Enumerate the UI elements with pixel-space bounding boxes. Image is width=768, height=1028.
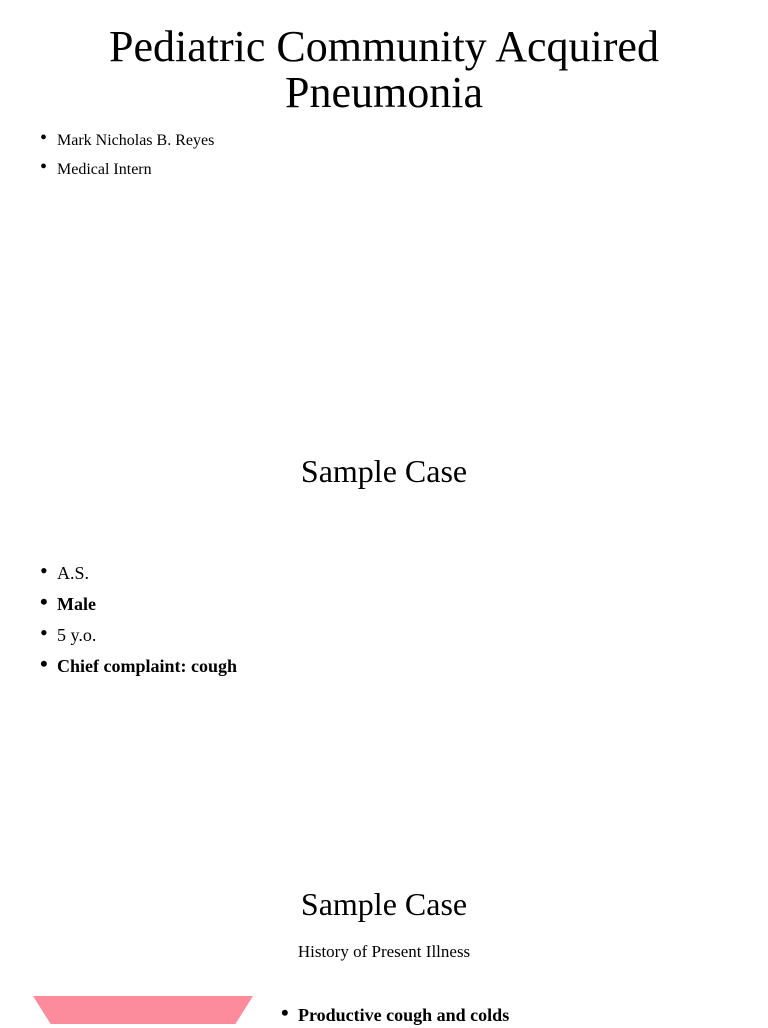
patient-age: 5 y.o. [57, 625, 97, 645]
bullet-icon: • [281, 1000, 289, 1025]
list-item [40, 589, 237, 620]
bullet-icon: • [40, 620, 48, 645]
list-item [281, 1002, 509, 1028]
presenter-list [40, 126, 214, 184]
decorative-shape [33, 996, 253, 1024]
patient-initials: A.S. [57, 563, 90, 583]
section-title: Sample Case [300, 886, 468, 922]
page-title: Pediatric Community Acquired Pneumonia [109, 22, 659, 117]
list-item [40, 126, 214, 155]
bullet-icon: • [40, 558, 48, 583]
history-list [281, 1002, 509, 1028]
case-details-list [40, 558, 237, 682]
presenter-role: Medical Intern [57, 161, 152, 178]
section-title: Sample Case [300, 453, 468, 489]
patient-sex: Male [57, 594, 96, 614]
bullet-icon: • [40, 156, 48, 178]
bullet-icon: • [40, 127, 48, 149]
history-item: Productive cough and colds [298, 1005, 510, 1025]
chief-complaint: Chief complaint: cough [57, 656, 237, 676]
list-item [40, 620, 237, 651]
section-subtitle: History of Present Illness [297, 942, 471, 961]
bullet-icon: • [40, 589, 48, 614]
bullet-icon: • [40, 651, 48, 676]
presenter-name: Mark Nicholas B. Reyes [57, 132, 215, 149]
list-item [40, 558, 237, 589]
list-item [40, 155, 214, 184]
list-item [40, 651, 237, 682]
